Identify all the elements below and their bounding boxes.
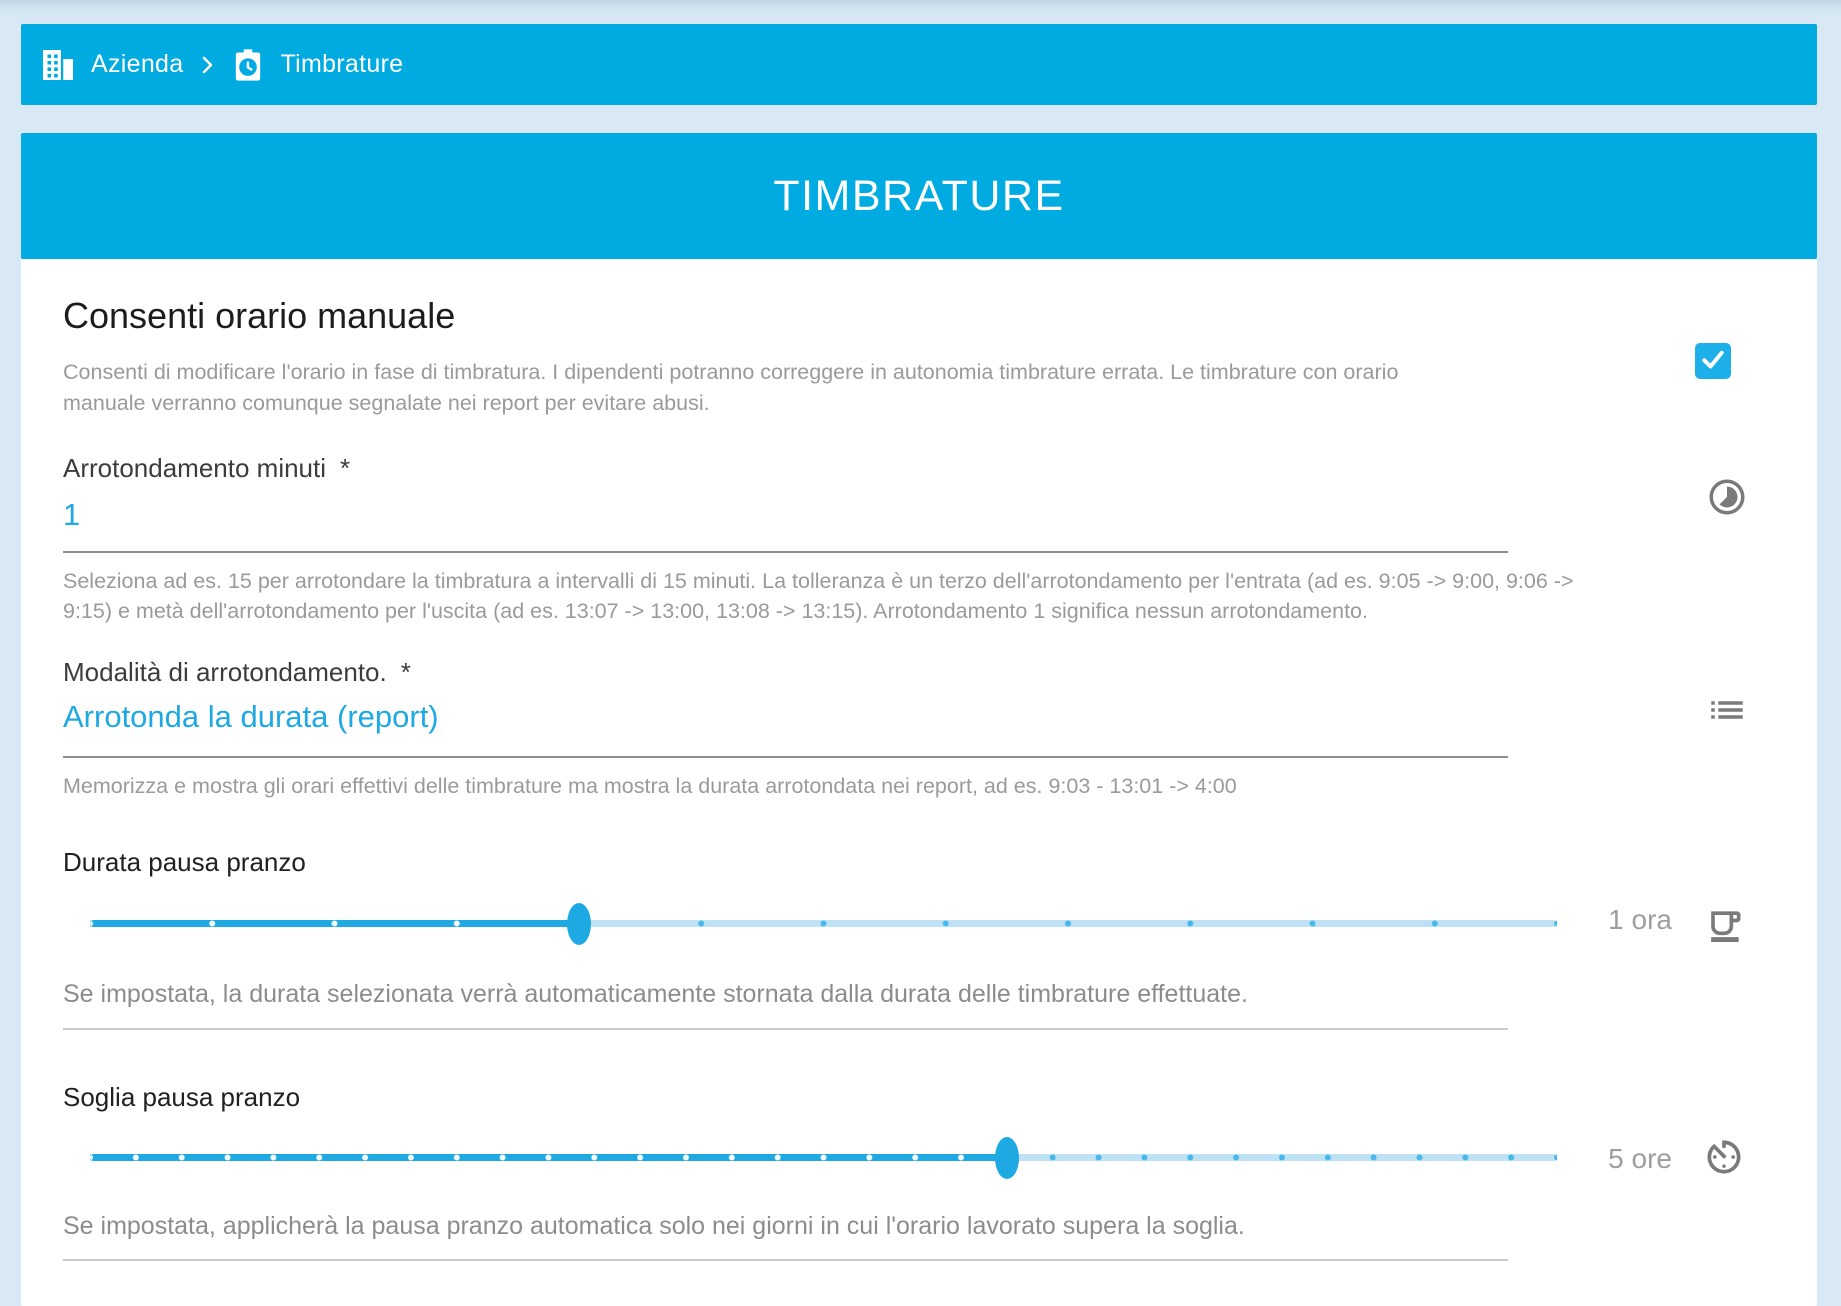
chevron-right-icon — [195, 53, 219, 77]
modalita-underline — [63, 756, 1508, 758]
breadcrumb-label-timbrature: Timbrature — [280, 50, 404, 78]
consenti-orario-manuale-checkbox[interactable] — [1695, 343, 1731, 379]
durata-pausa-value-label: 1 ora — [1608, 904, 1672, 935]
breadcrumb-label-azienda: Azienda — [91, 50, 184, 78]
consenti-description — [63, 357, 1398, 419]
slider-handle[interactable] — [567, 903, 591, 945]
modalita-arrotondamento-label: Modalità di arrotondamento. * — [63, 657, 411, 687]
punch-clock-icon — [231, 45, 265, 85]
slider-ticks — [90, 1154, 1007, 1161]
modalita-arrotondamento-value[interactable]: Arrotonda la durata (report) — [63, 699, 439, 734]
checkmark-icon — [1698, 344, 1728, 379]
soglia-pausa-help: Se impostata, applicherà la pausa pranzo automatica solo nei giorni in cui l'orario lavorato supera la soglia. — [63, 1212, 1245, 1240]
arrotondamento-help-line2: 9:15) e metà dell'arrotondamento per l'uscita (ad es. 13:07 -> 13:00, 13:08 -> 13:15). Arrotondamento 1 significa nessun arrotondamento. — [63, 599, 1368, 623]
page-title: TIMBRATURE — [773, 171, 1065, 220]
coffee-cup-icon — [1702, 904, 1746, 948]
breadcrumb — [21, 24, 1817, 105]
timer-icon — [1702, 1135, 1746, 1179]
page-title-bar — [21, 133, 1817, 259]
breadcrumb-item-azienda[interactable] — [40, 45, 183, 85]
slider-fill — [90, 1154, 1007, 1161]
soglia-pausa-pranzo-label: Soglia pausa pranzo — [63, 1082, 301, 1112]
required-asterisk: * — [340, 453, 351, 483]
slider-handle[interactable] — [995, 1137, 1019, 1179]
durata-pausa-help: Se impostata, la durata selezionata verrà automaticamente stornata dalla durata delle timbrature effettuate. — [63, 980, 1248, 1008]
consenti-description-line2: manuale verranno comunque segnalate nei report per evitare abusi. — [63, 391, 710, 415]
section-title-consenti-orario-manuale: Consenti orario manuale — [63, 295, 456, 336]
slider-ticks — [90, 920, 579, 927]
section-divider — [63, 1259, 1508, 1261]
modalita-help — [63, 771, 1237, 801]
arrotondamento-minuti-label: Arrotondamento minuti * — [63, 453, 351, 483]
consenti-description-line1: Consenti di modificare l'orario in fase di timbratura. I dipendenti potranno correggere in autonomia timbrature errata. Le timbrature con orario — [63, 360, 1399, 384]
soglia-pausa-value-label: 5 ore — [1608, 1143, 1672, 1174]
durata-pausa-pranzo-label: Durata pausa pranzo — [63, 847, 306, 877]
soglia-pausa-pranzo-slider[interactable] — [90, 1154, 1557, 1161]
building-icon — [40, 45, 76, 85]
arrotondamento-underline — [63, 551, 1508, 553]
arrotondamento-help-line1: Seleziona ad es. 15 per arrotondare la timbratura a intervalli di 15 minuti. La tolleranza è un terzo dell'arrotondamento per l'entrata (ad es. 9:05 -> 9:00, 9:06 -> — [63, 569, 1574, 593]
arrotondamento-help — [63, 566, 1574, 626]
durata-pausa-pranzo-slider[interactable] — [90, 920, 1557, 927]
settings-card — [21, 259, 1817, 1306]
arrotondamento-minuti-value[interactable]: 1 — [63, 497, 81, 532]
section-divider — [63, 1028, 1508, 1030]
slider-fill — [90, 920, 579, 927]
top-shadow — [0, 0, 1841, 18]
modalita-help-line1: Memorizza e mostra gli orari effettivi delle timbrature ma mostra la durata arrotondata nei report, ad es. 9:03 - 13:01 -> 4:00 — [63, 774, 1237, 798]
timelapse-icon — [1706, 476, 1748, 518]
breadcrumb-item-timbrature[interactable] — [231, 45, 403, 85]
list-icon — [1706, 689, 1748, 731]
required-asterisk: * — [400, 657, 411, 687]
